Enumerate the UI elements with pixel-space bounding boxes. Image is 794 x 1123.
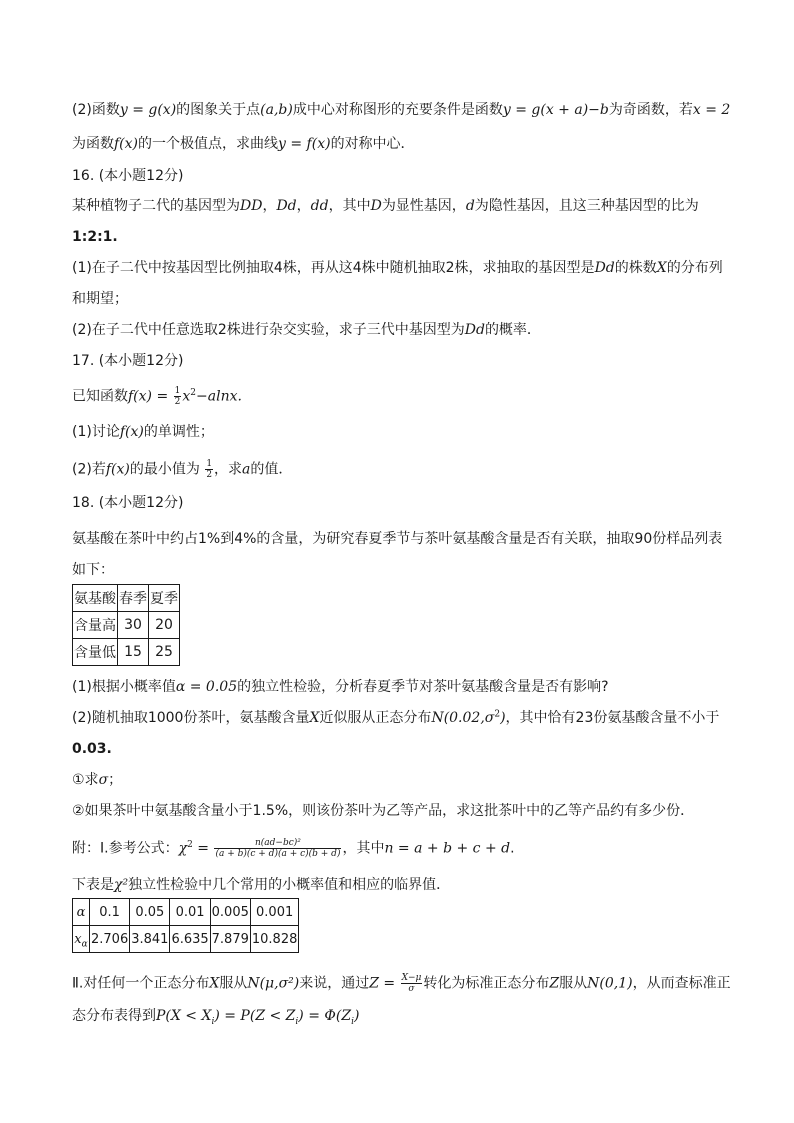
table-cell: 0.01	[170, 899, 210, 926]
q16-part2	[72, 320, 541, 340]
denominator: 2	[206, 470, 213, 480]
math: )	[353, 1008, 360, 1024]
table-cell: 20	[149, 612, 180, 639]
text: 的概率．	[484, 322, 541, 338]
q16-part1-line1	[72, 258, 723, 278]
table-cell: 0.1	[90, 899, 130, 926]
fraction	[401, 973, 423, 994]
q18-subpart2: ②如果茶叶中氨基酸含量小于1.5%，则该份茶叶为乙等产品，求这批茶叶中的乙等产品约有多少份．	[72, 803, 695, 819]
table-cell	[73, 926, 90, 953]
text: .	[510, 840, 515, 857]
text: (1)根据小概率值	[72, 679, 176, 695]
q17-stem	[72, 386, 242, 407]
text: 为隐性基因，且这三种基因型的比为	[474, 198, 699, 214]
math: f(x)	[119, 424, 144, 440]
q18-stem-line1: 氨基酸在茶叶中约占1%到4%的含量，为研究春夏季节与茶叶氨基酸含量是否有关联，抽取90份样品列表	[72, 531, 723, 547]
text: 为奇函数，若	[608, 102, 693, 118]
text: 的值．	[250, 461, 293, 478]
math: =	[192, 840, 209, 857]
denominator: σ	[408, 984, 415, 994]
text: Ⅱ.对任何一个正态分布	[72, 975, 210, 992]
table-cell: 2.706	[90, 926, 130, 953]
math: Dd	[464, 322, 485, 338]
text: 的对称中心．	[330, 136, 415, 152]
text: (2)随机抽取1000份茶叶，氨基酸含量	[72, 710, 310, 726]
q18-part2-line2: 0.03.	[72, 741, 112, 757]
text: (1)在子二代中按基因型比例抽取4株，再从这4株中随机抽取2株，求抽取的基因型是	[72, 260, 595, 276]
text: (1)讨论	[72, 424, 120, 440]
math: P(X < X	[156, 1008, 212, 1024]
text: 的单调性；	[143, 424, 214, 440]
text: (2)在子二代中任意选取2株进行杂交实验，求子三代中基因型为	[72, 322, 465, 338]
q17-part2	[72, 459, 292, 480]
subscript: α	[81, 939, 88, 950]
table-row	[73, 612, 180, 639]
text: ，	[296, 198, 311, 214]
math: N(0.02,σ	[431, 710, 495, 726]
table-cell: α	[73, 899, 90, 926]
math: DD	[240, 198, 263, 214]
question-18-header: 18. (本小题12分)	[72, 495, 184, 511]
math: y = f(x)	[278, 136, 331, 152]
numerator: X−μ	[401, 973, 422, 983]
text: ①求	[72, 772, 99, 788]
text: 近似服从正态分布	[319, 710, 432, 726]
numerator: 1	[174, 386, 181, 396]
text: 为函数	[72, 136, 114, 152]
text: 成中心对称图形的充要条件是函数	[292, 102, 503, 118]
math: X	[209, 975, 220, 992]
subscript: i	[351, 1016, 354, 1027]
text: 为显性基因，	[381, 198, 466, 214]
math: D	[370, 198, 382, 214]
text: 某种植物子二代的基因型为	[72, 198, 240, 214]
text: 附：Ⅰ.参考公式：	[72, 840, 179, 857]
text: ，	[262, 198, 277, 214]
math: x	[74, 931, 82, 947]
math: Dd	[276, 198, 297, 214]
text: 独立性检验中几个常用的小概率值和相应的临界值．	[128, 877, 451, 893]
text: (2)函数	[72, 102, 120, 118]
text: 下表是	[72, 877, 114, 893]
text: ，从而查标准正	[632, 975, 731, 992]
text: ，其中恰有23份氨基酸含量不小于	[505, 710, 720, 726]
table-cell: 含量低	[73, 639, 118, 666]
text: 的独立性检验，分析春夏季节对茶叶氨基酸含量是否有影响?	[237, 679, 609, 695]
subscript: i	[295, 1016, 299, 1027]
math: α = 0.05	[175, 679, 238, 695]
text: 的图象关于点	[176, 102, 261, 118]
table-cell: 3.841	[130, 926, 170, 953]
table-cell: 6.635	[170, 926, 210, 953]
table-header-row	[73, 585, 180, 612]
q18-part1	[72, 677, 609, 697]
table-row	[73, 639, 180, 666]
math: f(x)	[114, 136, 139, 152]
math: χ²	[114, 877, 129, 893]
table-cell: 10.828	[250, 926, 299, 953]
math: χ	[178, 840, 188, 857]
q15-part2-line1	[72, 100, 730, 120]
table-cell: 7.879	[210, 926, 250, 953]
math: N(0,1)	[587, 975, 633, 992]
text: 的分布列	[666, 260, 723, 276]
math: X	[309, 710, 320, 726]
chi-square-fraction	[214, 838, 341, 859]
math: Z =	[369, 975, 396, 992]
table-cell: 0.05	[130, 899, 170, 926]
normal-distribution-note-line1	[72, 973, 731, 994]
text: 已知函数	[72, 388, 128, 405]
table-cell: 30	[118, 612, 149, 639]
q16-ratio: 1:2:1.	[72, 229, 118, 245]
math: Dd	[594, 260, 615, 276]
table-cell: 夏季	[149, 585, 180, 612]
amino-acid-table	[72, 584, 180, 666]
math: a	[242, 461, 251, 478]
q18-subpart1	[72, 770, 122, 790]
numerator: n(ad−bc)²	[214, 838, 341, 849]
superscript: 2	[190, 387, 197, 398]
text: ，其中	[328, 198, 371, 214]
text: 的一个极值点，求曲线	[138, 136, 279, 152]
table-cell: 0.001	[250, 899, 299, 926]
text: 来说，通过	[299, 975, 370, 992]
table-cell: 含量高	[73, 612, 118, 639]
math: ) = P(Z < Z	[214, 1008, 296, 1024]
question-17-header: 17. (本小题12分)	[72, 353, 184, 369]
table-cell: 15	[118, 639, 149, 666]
math: Z	[549, 975, 560, 992]
text: 转化为标准正态分布	[423, 975, 550, 992]
math: y = g(x)	[119, 102, 177, 118]
math: x	[182, 388, 191, 405]
numerator: 1	[206, 459, 213, 469]
table-cell: 0.005	[210, 899, 250, 926]
math: X	[656, 260, 667, 276]
denominator: 2	[174, 397, 181, 407]
text: 服从	[559, 975, 588, 992]
subscript: i	[211, 1016, 215, 1027]
critical-value-intro	[72, 875, 450, 895]
text: 服从	[219, 975, 248, 992]
q16-part1-line2: 和期望；	[72, 291, 128, 307]
q18-part2-line1	[72, 708, 719, 728]
table-row	[73, 926, 299, 953]
math: f(x)	[105, 461, 130, 478]
text: ；	[108, 772, 123, 788]
text: 的最小值为	[129, 461, 200, 478]
text: ，求	[214, 461, 243, 478]
denominator: (a + b)(c + d)(a + c)(b + d)	[215, 849, 341, 859]
math: y = g(x + a)−b	[502, 102, 609, 118]
math: ) = Φ(Z	[298, 1008, 352, 1024]
q15-part2-line2	[72, 134, 415, 154]
critical-value-table	[72, 898, 299, 953]
reference-formula	[72, 838, 515, 859]
math: −alnx.	[196, 388, 242, 405]
q18-stem-line2: 如下：	[72, 562, 114, 578]
math: N(μ,σ²)	[247, 975, 300, 992]
math: dd	[310, 198, 329, 214]
table-cell: 氨基酸	[73, 585, 118, 612]
table-cell: 春季	[118, 585, 149, 612]
math: σ	[98, 772, 109, 788]
text: (2)若	[72, 461, 106, 478]
math: x = 2	[692, 102, 731, 118]
math: (a,b)	[260, 102, 293, 118]
math: f(x) =	[128, 388, 169, 405]
math: )	[500, 710, 506, 726]
fraction	[205, 459, 213, 480]
math: n = a + b + c + d	[384, 840, 511, 857]
text: 态分布表得到	[72, 1008, 156, 1024]
q16-stem-line1	[72, 196, 699, 216]
question-16-header: 16. (本小题12分)	[72, 168, 184, 184]
superscript: 2	[187, 839, 193, 850]
superscript: 2	[494, 709, 501, 720]
math: d	[465, 198, 475, 214]
text: ，其中	[342, 840, 385, 857]
normal-distribution-note-line2	[72, 1006, 359, 1026]
table-cell: 25	[149, 639, 180, 666]
table-row	[73, 899, 299, 926]
text: 的株数	[614, 260, 657, 276]
q17-part1	[72, 422, 214, 442]
fraction	[174, 386, 182, 407]
